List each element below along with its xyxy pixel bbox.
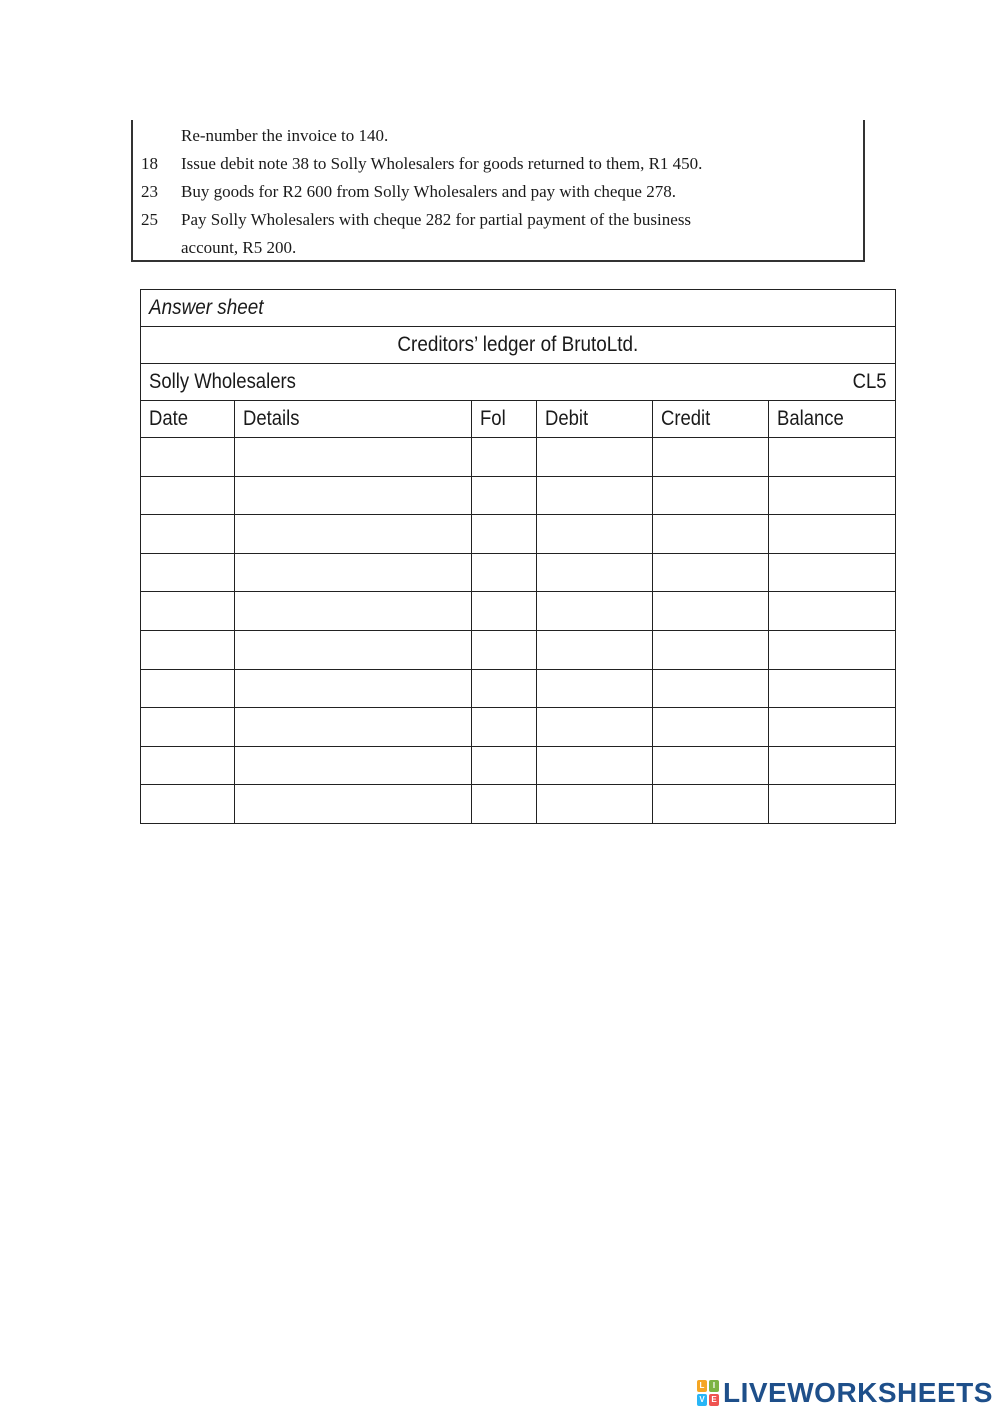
ledger-fol-cell[interactable] (472, 785, 537, 824)
ledger-balance-cell[interactable] (769, 746, 896, 785)
instruction-text: Buy goods for R2 600 from Solly Wholesalers and pay with cheque 278. (181, 182, 676, 201)
ledger-title: Creditors’ ledger of BrutoLtd. (397, 333, 639, 356)
ledger-debit-cell[interactable] (537, 476, 653, 515)
ledger-credit-cell[interactable] (653, 515, 769, 554)
ledger-details-cell[interactable] (234, 669, 472, 708)
column-header: Fol (472, 401, 537, 438)
ledger-details-cell[interactable] (234, 515, 472, 554)
ledger-date-cell[interactable] (141, 476, 235, 515)
ledger-date-cell[interactable] (141, 630, 235, 669)
ledger-debit-cell[interactable] (537, 746, 653, 785)
ledger-debit-cell[interactable] (537, 630, 653, 669)
ledger-fol-cell[interactable] (472, 592, 537, 631)
ledger-entry-row (141, 476, 896, 515)
ledger-entry-row (141, 669, 896, 708)
ledger-details-cell[interactable] (234, 785, 472, 824)
ledger-balance-cell[interactable] (769, 592, 896, 631)
ledger-balance-cell[interactable] (769, 785, 896, 824)
instructions-box (131, 120, 865, 262)
logo-tile: I (709, 1380, 719, 1392)
instruction-day: 18 (141, 154, 158, 173)
ledger-entry-rows (141, 438, 896, 824)
ledger-date-cell[interactable] (141, 553, 235, 592)
ledger-balance-cell[interactable] (769, 438, 896, 477)
ledger-credit-cell[interactable] (653, 553, 769, 592)
instruction-text: Pay Solly Wholesalers with cheque 282 for partial payment of the business (181, 210, 692, 229)
ledger-credit-cell[interactable] (653, 708, 769, 747)
ledger-details-cell[interactable] (234, 553, 472, 592)
ledger-entry-row (141, 553, 896, 592)
ledger-fol-cell[interactable] (472, 630, 537, 669)
ledger-debit-cell[interactable] (537, 669, 653, 708)
ledger-credit-cell[interactable] (653, 785, 769, 824)
ledger-details-cell[interactable] (234, 592, 472, 631)
ledger-fol-cell[interactable] (472, 708, 537, 747)
ledger-credit-cell[interactable] (653, 476, 769, 515)
ledger-date-cell[interactable] (141, 592, 235, 631)
ledger-title-cell (141, 327, 896, 364)
ledger-date-cell[interactable] (141, 669, 235, 708)
ledger-entry-row (141, 746, 896, 785)
ledger-debit-cell[interactable] (537, 592, 653, 631)
ledger-balance-cell[interactable] (769, 669, 896, 708)
ledger-fol-cell[interactable] (472, 553, 537, 592)
logo-tile: V (697, 1394, 707, 1406)
ledger-details-cell[interactable] (234, 476, 472, 515)
ledger-credit-cell[interactable] (653, 746, 769, 785)
ledger-fol-cell[interactable] (472, 746, 537, 785)
ledger-fol-cell[interactable] (472, 438, 537, 477)
ledger-credit-cell[interactable] (653, 592, 769, 631)
answer-sheet-table (140, 289, 896, 824)
ledger-balance-cell[interactable] (769, 708, 896, 747)
ledger-details-cell[interactable] (234, 746, 472, 785)
ledger-balance-cell[interactable] (769, 630, 896, 669)
ledger-date-cell[interactable] (141, 438, 235, 477)
column-header-row (141, 401, 896, 438)
ledger-entry-row (141, 630, 896, 669)
ledger-debit-cell[interactable] (537, 438, 653, 477)
ledger-debit-cell[interactable] (537, 515, 653, 554)
answer-sheet-title-cell (141, 290, 896, 327)
instruction-text: Issue debit note 38 to Solly Wholesalers for goods returned to them, R1 450. (181, 154, 703, 173)
ledger-credit-cell[interactable] (653, 630, 769, 669)
liveworksheets-logo-icon (697, 1380, 719, 1406)
logo-tile: L (697, 1380, 707, 1392)
ledger-fol-cell[interactable] (472, 515, 537, 554)
ledger-balance-cell[interactable] (769, 553, 896, 592)
ledger-entry-row (141, 592, 896, 631)
column-header: Debit (537, 401, 653, 438)
instruction-text: Re-number the invoice to 140. (181, 126, 389, 145)
ledger-date-cell[interactable] (141, 708, 235, 747)
ledger-balance-cell[interactable] (769, 515, 896, 554)
ledger-debit-cell[interactable] (537, 553, 653, 592)
ledger-details-cell[interactable] (234, 630, 472, 669)
ledger-fol-cell[interactable] (472, 669, 537, 708)
answer-sheet-title: Answer sheet (149, 296, 264, 319)
ledger-entry-row (141, 515, 896, 554)
ledger-details-cell[interactable] (234, 438, 472, 477)
column-header: Credit (653, 401, 769, 438)
ledger-debit-cell[interactable] (537, 785, 653, 824)
instruction-day: 23 (141, 182, 158, 201)
column-header: Balance (769, 401, 896, 438)
liveworksheets-brand (697, 1377, 993, 1409)
column-header: Details (234, 401, 472, 438)
ledger-date-cell[interactable] (141, 746, 235, 785)
ledger-balance-cell[interactable] (769, 476, 896, 515)
ledger-entry-row (141, 708, 896, 747)
ledger-entry-row (141, 438, 896, 477)
ledger-credit-cell[interactable] (653, 438, 769, 477)
account-header-cell (141, 364, 896, 401)
brand-text: LIVEWORKSHEETS (723, 1377, 993, 1408)
logo-tile: E (709, 1394, 719, 1406)
instruction-text: account, R5 200. (181, 238, 297, 257)
ledger-debit-cell[interactable] (537, 708, 653, 747)
ledger-date-cell[interactable] (141, 785, 235, 824)
account-code: CL5 (853, 370, 887, 393)
column-header: Date (141, 401, 235, 438)
ledger-entry-row (141, 785, 896, 824)
instruction-day: 25 (141, 210, 158, 229)
ledger-date-cell[interactable] (141, 515, 235, 554)
ledger-credit-cell[interactable] (653, 669, 769, 708)
ledger-details-cell[interactable] (234, 708, 472, 747)
account-name: Solly Wholesalers (149, 370, 296, 393)
ledger-fol-cell[interactable] (472, 476, 537, 515)
